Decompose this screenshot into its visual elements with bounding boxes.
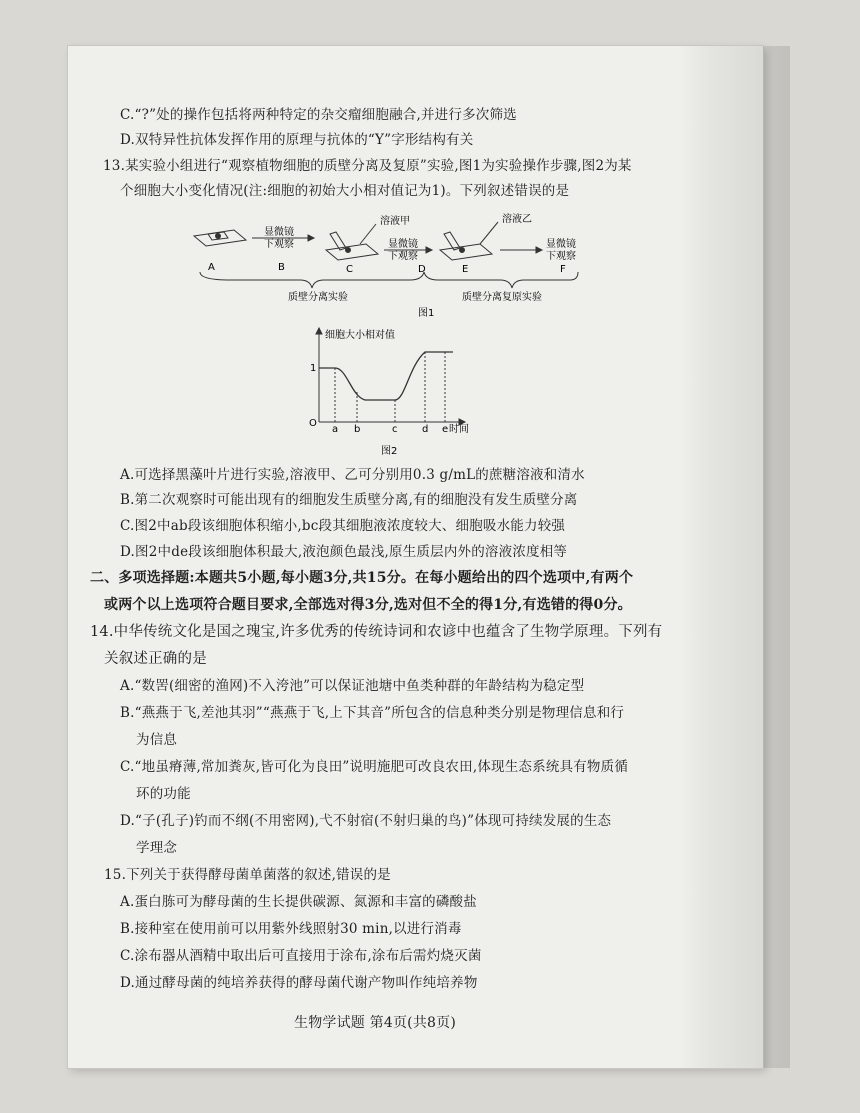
y-tick-1: 1 xyxy=(310,363,317,374)
option-14d: D.“子(孔子)钓而不纲(不用密网),弋不射宿(不射归巢的鸟)”体现可持续发展的生态 xyxy=(120,813,612,829)
x-tick-d: d xyxy=(422,424,429,435)
step-label-3a: 显微镜 xyxy=(546,239,576,250)
question-15-stem: 15.下列关于获得酵母菌单菌落的叙述,错误的是 xyxy=(104,867,391,883)
option-15c: C.涂布器从酒精中取出后可直接用于涂布,涂布后需灼烧灭菌 xyxy=(120,948,482,964)
letter-e: E xyxy=(462,264,469,275)
dropper-a xyxy=(360,224,376,244)
option-14a: A.“数罟(细密的渔网)不入洿池”可以保证池塘中鱼类种群的年龄结构为稳定型 xyxy=(120,678,585,694)
figure-1 xyxy=(190,210,610,320)
letter-b: B xyxy=(278,262,285,273)
origin-label: O xyxy=(309,418,317,429)
option-14b: B.“燕燕于飞,差池其羽”“燕燕于飞,上下其音”所包含的信息种类分别是物理信息和行 xyxy=(120,705,625,721)
step-label-3b: 下观察 xyxy=(546,251,576,262)
option-14b-cont: 为信息 xyxy=(136,732,178,748)
brace-2 xyxy=(424,272,578,288)
option-15a: A.蛋白胨可为酵母菌的生长提供碳源、氮源和丰富的磷酸盐 xyxy=(120,894,477,910)
option-14d-cont: 学理念 xyxy=(136,840,178,856)
question-13-stem-cont: 个细胞大小变化情况(注:细胞的初始大小相对值记为1)。下列叙述错误的是 xyxy=(120,183,570,199)
step-label-1a: 显微镜 xyxy=(264,227,294,238)
option-14c-cont: 环的功能 xyxy=(136,786,191,802)
solution-b-label: 溶液乙 xyxy=(502,214,532,225)
section-2-instructions: 或两个以上选项符合题目要求,全部选对得3分,选对但不全的得1分,有选错的得0分。 xyxy=(104,597,632,613)
figure-1-caption: 图1 xyxy=(418,308,435,319)
slide-e xyxy=(440,244,492,260)
option-12d: D.双特异性抗体发挥作用的原理与抗体的“Y”字形结构有关 xyxy=(120,132,474,148)
option-15d: D.通过酵母菌的纯培养获得的酵母菌代谢产物叫作纯培养物 xyxy=(120,975,478,991)
option-13d: D.图2中de段该细胞体积最大,液泡颜色最浅,原生质层内外的溶液浓度相等 xyxy=(120,544,568,560)
option-13c: C.图2中ab段该细胞体积缩小,bc段其细胞液浓度较大、细胞吸水能力较强 xyxy=(120,518,566,534)
x-tick-c: c xyxy=(392,424,398,435)
letter-d: D xyxy=(418,264,426,275)
figure-2-caption: 图2 xyxy=(381,446,398,457)
page-footer: 生物学试题 第4页(共8页) xyxy=(294,1015,456,1031)
letter-a: A xyxy=(208,262,215,273)
step-label-2a: 显微镜 xyxy=(388,239,418,250)
phase-1-label: 质壁分离实验 xyxy=(288,292,348,303)
step-label-2b: 下观察 xyxy=(388,251,418,262)
figure-2 xyxy=(305,326,475,461)
x-axis-label: 时间 xyxy=(449,424,469,435)
option-14c: C.“地虽瘠薄,常加粪灰,皆可化为良田”说明施肥可改良农田,体现生态系统具有物质循 xyxy=(120,759,629,775)
step-label-1b: 下观察 xyxy=(264,239,294,250)
option-13b: B.第二次观察时可能出现有的细胞发生质壁分离,有的细胞没有发生质壁分离 xyxy=(120,492,578,508)
slide-c xyxy=(326,244,378,260)
question-13-stem: 13.某实验小组进行“观察植物细胞的质壁分离及复原”实验,图1为实验操作步骤,图2为某 xyxy=(103,158,632,174)
cell-size-curve xyxy=(319,352,453,400)
question-14-stem: 14.中华传统文化是国之瑰宝,许多优秀的传统诗词和农谚中也蕴含了生物学原理。下列有 xyxy=(90,624,663,640)
x-tick-b: b xyxy=(354,424,361,435)
page-edge-shadow xyxy=(680,46,790,1068)
phase-2-label: 质壁分离复原实验 xyxy=(462,292,542,303)
x-tick-a: a xyxy=(332,424,339,435)
solution-a-label: 溶液甲 xyxy=(380,216,410,227)
brace-1 xyxy=(200,272,424,288)
dropper-b xyxy=(480,222,498,244)
letter-c: C xyxy=(346,264,353,275)
x-tick-e: e xyxy=(442,424,449,435)
letter-f: F xyxy=(560,264,566,275)
y-axis-label: 细胞大小相对值 xyxy=(325,330,395,341)
option-15b: B.接种室在使用前可以用紫外线照射30 min,以进行消毒 xyxy=(120,921,462,937)
option-12c: C.“?”处的操作包括将两种特定的杂交瘤细胞融合,并进行多次筛选 xyxy=(120,107,517,123)
option-13a: A.可选择黑藻叶片进行实验,溶液甲、乙可分别用0.3 g/mL的蔗糖溶液和清水 xyxy=(120,467,585,483)
section-2-heading: 二、多项选择题:本题共5小题,每小题3分,共15分。在每小题给出的四个选项中,有两个 xyxy=(90,570,634,586)
question-14-stem-cont: 关叙述正确的是 xyxy=(104,651,207,667)
